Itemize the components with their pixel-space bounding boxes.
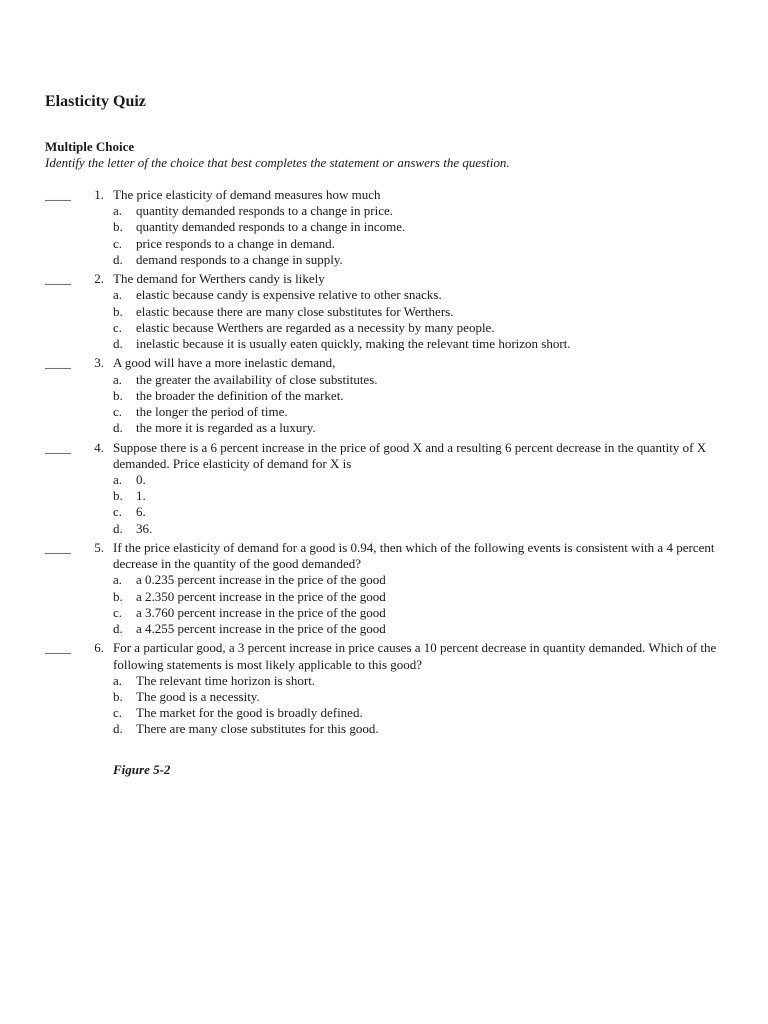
choice-b bbox=[113, 689, 768, 705]
choice-text: 0. bbox=[136, 472, 146, 488]
choice-d bbox=[113, 721, 768, 737]
choice-letter: a. bbox=[113, 672, 123, 688]
choice-c bbox=[113, 504, 768, 520]
choice-letter: a. bbox=[113, 472, 123, 488]
choice-text: a 2.350 percent increase in the price of the good bbox=[136, 588, 386, 604]
question-4 bbox=[0, 440, 768, 537]
choice-text: quantity demanded responds to a change in price. bbox=[136, 203, 394, 219]
choice-letter: d. bbox=[113, 520, 123, 536]
choice-a bbox=[113, 572, 768, 588]
choice-letter: d. bbox=[113, 251, 123, 267]
choice-letter: b. bbox=[113, 219, 123, 235]
choice-c bbox=[113, 705, 768, 721]
choice-text: 36. bbox=[136, 520, 153, 536]
choice-b bbox=[113, 589, 768, 605]
choice-list bbox=[0, 472, 768, 537]
question-6 bbox=[0, 640, 768, 737]
choice-letter: b. bbox=[113, 303, 123, 319]
page-title: Elasticity Quiz bbox=[45, 93, 146, 110]
choice-letter: c. bbox=[113, 319, 123, 335]
choice-text: There are many close substitutes for this good. bbox=[136, 721, 379, 737]
question-5 bbox=[0, 540, 768, 637]
choice-c bbox=[113, 605, 768, 621]
question-stem: A good will have a more inelastic demand, bbox=[113, 355, 336, 371]
choice-list bbox=[0, 203, 768, 268]
choice-c bbox=[113, 404, 768, 420]
choice-text: the more it is regarded as a luxury. bbox=[136, 420, 316, 436]
choice-list bbox=[0, 572, 768, 637]
question-3 bbox=[0, 355, 768, 436]
answer-blank: ____ bbox=[45, 439, 71, 455]
choice-text: price responds to a change in demand. bbox=[136, 235, 335, 251]
choice-a bbox=[113, 203, 768, 219]
choice-list bbox=[0, 372, 768, 437]
choice-letter: d. bbox=[113, 721, 123, 737]
section-heading: Multiple Choice bbox=[45, 139, 135, 154]
choice-b bbox=[113, 388, 768, 404]
choice-b bbox=[113, 488, 768, 504]
choice-b bbox=[113, 304, 768, 320]
choice-letter: b. bbox=[113, 588, 123, 604]
choice-letter: c. bbox=[113, 504, 123, 520]
question-stem: The demand for Werthers candy is likely bbox=[113, 271, 325, 287]
choice-letter: d. bbox=[113, 420, 123, 436]
choice-text: demand responds to a change in supply. bbox=[136, 251, 343, 267]
choice-letter: a. bbox=[113, 572, 123, 588]
choice-letter: c. bbox=[113, 235, 123, 251]
choice-text: The good is a necessity. bbox=[136, 689, 260, 705]
choice-d bbox=[113, 420, 768, 436]
instructions-text: Identify the letter of the choice that best completes the statement or answers the question. bbox=[45, 155, 510, 170]
choice-text: elastic because there are many close substitutes for Werthers. bbox=[136, 303, 454, 319]
choice-text: a 4.255 percent increase in the price of the good bbox=[136, 621, 386, 637]
question-list bbox=[0, 187, 768, 741]
choice-d bbox=[113, 336, 768, 352]
choice-letter: c. bbox=[113, 404, 123, 420]
answer-blank: ____ bbox=[45, 355, 71, 371]
choice-text: The relevant time horizon is short. bbox=[136, 672, 316, 688]
choice-letter: c. bbox=[113, 705, 123, 721]
question-number: 2. bbox=[94, 271, 104, 287]
choice-d bbox=[113, 252, 768, 268]
choice-text: The market for the good is broadly defined. bbox=[136, 705, 363, 721]
question-number: 5. bbox=[94, 540, 104, 556]
question-number: 4. bbox=[94, 439, 104, 455]
question-stem: Suppose there is a 6 percent increase in the price of good X and a resulting 6 percent decrease in the quantity of X demanded. Price elasticity of demand for X is bbox=[113, 439, 707, 471]
figure-label: Figure 5-2 bbox=[113, 762, 171, 777]
choice-text: quantity demanded responds to a change in income. bbox=[136, 219, 406, 235]
choice-letter: a. bbox=[113, 203, 123, 219]
question-number: 6. bbox=[94, 640, 104, 656]
choice-a bbox=[113, 372, 768, 388]
choice-a bbox=[113, 673, 768, 689]
choice-d bbox=[113, 621, 768, 637]
question-number: 1. bbox=[94, 187, 104, 202]
choice-list bbox=[0, 287, 768, 352]
question-1 bbox=[0, 187, 768, 268]
answer-blank: ____ bbox=[45, 271, 71, 287]
question-stem: If the price elasticity of demand for a good is 0.94, then which of the following events is consistent with a 4 percent decrease in the quantity of the good demanded? bbox=[113, 540, 715, 572]
choice-list bbox=[0, 673, 768, 738]
choice-a bbox=[113, 472, 768, 488]
choice-text: the longer the period of time. bbox=[136, 404, 288, 420]
choice-text: 1. bbox=[136, 488, 146, 504]
choice-letter: d. bbox=[113, 336, 123, 352]
choice-text: the broader the definition of the market. bbox=[136, 387, 344, 403]
choice-d bbox=[113, 521, 768, 537]
choice-a bbox=[113, 287, 768, 303]
choice-text: a 0.235 percent increase in the price of the good bbox=[136, 572, 386, 588]
choice-letter: a. bbox=[113, 287, 123, 303]
choice-text: 6. bbox=[136, 504, 146, 520]
choice-text: elastic because candy is expensive relative to other snacks. bbox=[136, 287, 442, 303]
choice-text: a 3.760 percent increase in the price of the good bbox=[136, 604, 386, 620]
answer-blank: ____ bbox=[45, 187, 71, 202]
choice-text: elastic because Werthers are regarded as a necessity by many people. bbox=[136, 319, 495, 335]
question-stem: For a particular good, a 3 percent increase in price causes a 10 percent decrease in quantity demanded. Which of the following statements is most likely applicable to this good? bbox=[113, 640, 717, 672]
question-2 bbox=[0, 271, 768, 352]
answer-blank: ____ bbox=[45, 640, 71, 656]
choice-letter: b. bbox=[113, 488, 123, 504]
question-number: 3. bbox=[94, 355, 104, 371]
choice-c bbox=[113, 236, 768, 252]
choice-text: inelastic because it is usually eaten quickly, making the relevant time horizon short. bbox=[136, 336, 571, 352]
question-stem: The price elasticity of demand measures how much bbox=[113, 187, 381, 202]
choice-letter: b. bbox=[113, 387, 123, 403]
choice-letter: a. bbox=[113, 371, 123, 387]
choice-letter: d. bbox=[113, 621, 123, 637]
choice-b bbox=[113, 219, 768, 235]
choice-c bbox=[113, 320, 768, 336]
answer-blank: ____ bbox=[45, 540, 71, 556]
choice-letter: c. bbox=[113, 604, 123, 620]
choice-text: the greater the availability of close substitutes. bbox=[136, 371, 378, 387]
choice-letter: b. bbox=[113, 689, 123, 705]
